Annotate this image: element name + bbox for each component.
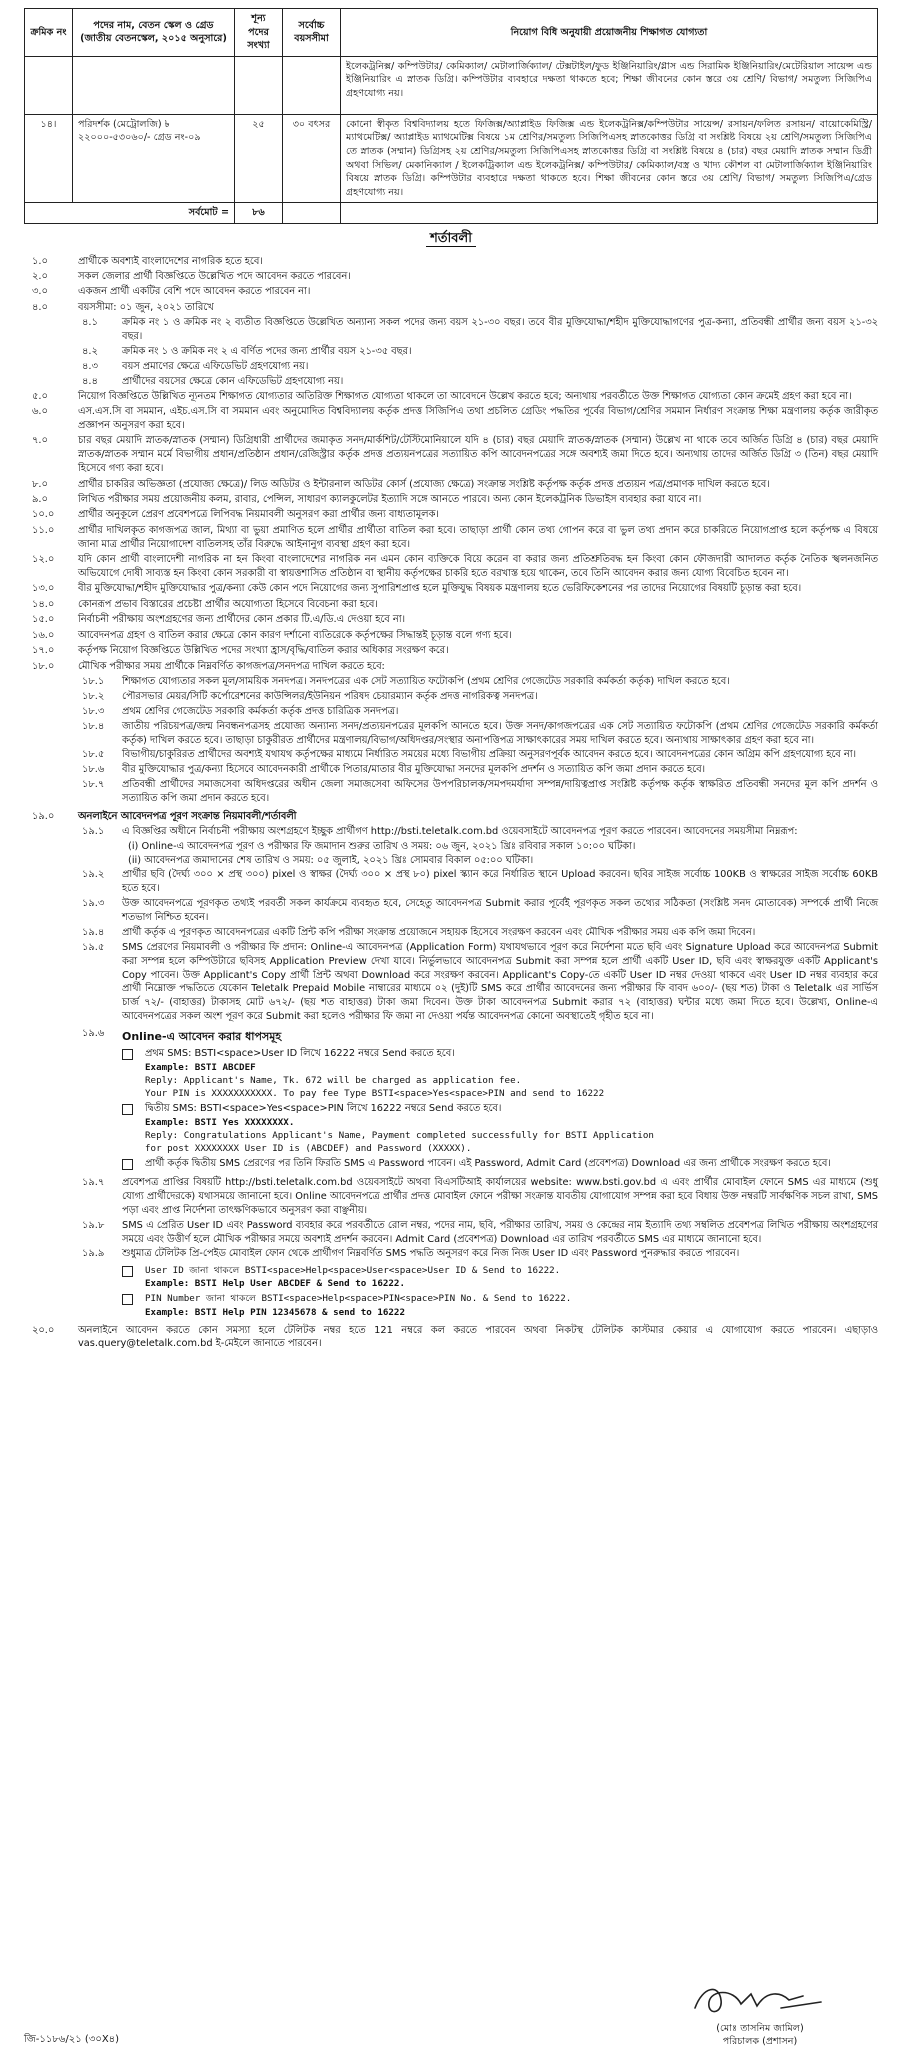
online-schedule xyxy=(128,840,878,868)
docs-sub-item: ১৮.৬ বীর মুক্তিযোদ্ধার পুত্র/কন্যা হিসেবে আবেদনকারী প্রার্থীকে পিতার/মাতার বীর মুক্তিযোদ্ধা সনদের মূলকপি প্রদর্শন ও সত্যায়িত কপি জমা প্রদান করতে হবে। xyxy=(82,764,706,776)
row-serial: ১৪। xyxy=(25,114,73,203)
total-value: ৮৬ xyxy=(235,203,283,224)
memo-number: জি-১১৮৬/২১ (৩০X৪) xyxy=(24,2033,120,2045)
condition-item: ২০.০ অনলাইনে আবেদন করতে কোন সমস্যা হলে টেলিটক নম্বর হতে 121 নম্বরে কল করতে পারবেন অথবা নিকটস্থ টেলিটক কাস্টমার কেয়ার এ যোগাযোগ করতে পারবেন। এছাড়াও vas.query@teletalk.com.bd ই-মেইলে জানাতে পারবেন। xyxy=(32,1324,878,1350)
schedule-start: (i) Online-এ আবেদনপত্র পূরণ ও পরীক্ষার ফি জমাদান শুরুর তারিখ ও সময়: ০৬ জুন, ২০২১ খ্রিঃ রবিবার সকাল ১০:০০ ঘটিকা। xyxy=(128,841,636,853)
online-item: ১৯.৮ SMS এ প্রেরিত User ID এবং Password ব্যবহার করে পরবর্তীতে রোল নম্বর, পদের নাম, ছবি, পরীক্ষার তারিখ, সময় ও কেন্দ্রের নাম ইত্যাদি তথ্য সম্বলিত প্রবেশপত্র লিখিত পরীক্ষায় অংশগ্রহণের সময়ে এবং উত্তীর্ণ হলে মৌখিক পরীক্ষার সময়ে অবশ্যই প্রদর্শন করবেন। Admit Card (প্রবেশপত্র) Download এর তারিখ পরবর্তীতে SMS এর মাধ্যমে জানানো হবে। xyxy=(82,1219,878,1245)
header-qualification: নিয়োগ বিধি অনুযায়ী প্রয়োজনীয় শিক্ষাগত যোগ্যতা xyxy=(341,9,878,57)
conditions-title: শর্তাবলী xyxy=(24,230,878,248)
signature-icon xyxy=(685,1980,835,2020)
online-steps: ১৯.৬ Online-এ আবেদন করার ধাপসমূহ প্রথম SMS: BSTI<space>User ID লিখে 16222 নম্বরে Send করতে হবে। Example: BSTI ABCDEF Reply: Applicant's Name, Tk. 672 will be charged as application fee. Your PIN is XXXXXXXXXXX. To pay fee Type BSTI<space>Yes<space>PIN and send to 16222 দ্বিতীয় SMS: BSTI<space>Yes<space>PIN লিখে 16222 নম্বরে Send করতে হবে। Example: BSTI Yes XXXXXXXX. Reply: Congratulations Applicant's Name, Payment completed successfully for BSTI Application for post XXXXXXXX User ID is (ABCDEF) and Password (XXXXX). প্রার্থী কর্তৃক দ্বিতীয় SMS প্রেরণের পর তিনি ফিরতি SMS এ Password পাবেন। এই Password, Admit Card (প্রবেশপত্র) Download এর জন্য প্রার্থীকে সংরক্ষণ করতে হবে। xyxy=(82,1027,878,1173)
row-age: ৩০ বৎসর xyxy=(283,114,341,203)
online-item: ১৯.৭ প্রবেশপত্র প্রাপ্তির বিষয়টি http://bsti.teletalk.com.bd ওয়েবসাইটে অথবা বিএসটিআই কার্যালয়ের website: www.bsti.gov.bd এ এবং প্রার্থীর মোবাইল ফোনে SMS এর মাধ্যমে (শুধু যোগ্য প্রার্থীদেরকে) যথাসময়ে জানানো হবে। Online আবেদনপত্রে প্রার্থীর প্রদত্ত মোবাইল ফোনে পরীক্ষা সংক্রান্ত যাবতীয় যোগাযোগ সম্পন্ন করা হবে বিধায় উক্ত নম্বরটি সার্বক্ষণিক সচল রাখা, SMS পড়া এবং প্রাপ্ত নির্দেশনা তাৎক্ষণিকভাবে অনুসরণ করা বাঞ্ছনীয়। xyxy=(82,1176,878,1216)
sms-step: প্রথম SMS: BSTI<space>User ID লিখে 16222 নম্বরে Send করতে হবে। Example: BSTI ABCDEF Reply: Applicant's Name, Tk. 672 will be charged as application fee. Your PIN is XXXXXXXXXXX. To pay fee Type BSTI<space>Yes<space>PIN and send to 16222 xyxy=(122,1047,878,1100)
posts-table xyxy=(24,8,878,224)
steps-title: Online-এ আবেদন করার ধাপসমূহ xyxy=(122,1030,282,1044)
condition-item: ১১.০ প্রার্থীর দাখিলকৃত কাগজপত্র জাল, মিথ্যা বা ভুয়া প্রমাণিত হলে প্রার্থীর প্রার্থীতা বাতিল করা হবে। তাছাড়া প্রার্থী কোন তথ্য গোপন করে বা ভুল তথ্য প্রদান করে চাকরিতে নিয়োগপ্রাপ্ত হলে কর্তৃপক্ষ এ বিষয়ে জানা মাত্র প্রার্থীর নিয়োগাদেশ বাতিলসহ তাঁর বিরুদ্ধে আইনানুগ ব্যবস্থা গ্রহণ করা হবে। xyxy=(32,524,878,550)
online-item: ১৯.৫ SMS প্রেরণের নিয়মাবলী ও পরীক্ষার ফি প্রদান: Online-এ আবেদনপত্র (Application Form) যথাযথভাবে পূরণ করে নির্দেশনা মতে ছবি এবং Signature Upload করে আবেদনপত্র Submit করা সম্পন্ন হলে কম্পিউটারে ছবিসহ Application Preview দেখা যাবে। নির্ভুলভাবে আবেদনপত্র Submit করা সম্পন্ন হলে প্রার্থী একটি User ID, ছবি এবং স্বাক্ষরযুক্ত একটি Applicant's Copy পাবেন। উক্ত Applicant's Copy প্রার্থী প্রিন্ট অথবা Download করে সংরক্ষণ করবেন। Applicant's Copy-তে একটি User ID নম্বর দেওয়া থাকবে এবং User ID নম্বর ব্যবহার করে প্রার্থী নিম্নোক্ত পদ্ধতিতে যেকোন Teletalk Prepaid Mobile নাম্বারের মাধ্যমে ০২ (দুই)টি SMS করে প্রার্থীর আবেদনের জন্য পরীক্ষার ফি বাবদ ৬০০/- (ছয় শত) টাকা ও Teletalk এর সার্ভিস চার্জ ৭২/- (বাহাত্তর) টাকাসহ মোট ৬৭২/- (ছয় শত বাহাত্তর) টাকা জমা দিবেন। উক্ত টাকা আবেদনপত্র Submit করার ৭২ (বাহাত্তর) ঘন্টার মধ্যে জমা দিতে হবে। উল্লেখ্য, Online-এ আবেদনপত্রের সকল অংশ পূরণ করে Submit করা হলেও পরীক্ষার ফি জমা না দেওয়া পর্যন্ত আবেদনপত্র কোনো অবস্থাতেই গৃহীত হবে না। xyxy=(82,941,878,1023)
sms-step: দ্বিতীয় SMS: BSTI<space>Yes<space>PIN লিখে 16222 নম্বরে Send করতে হবে। Example: BSTI Yes XXXXXXXX. Reply: Congratulations Applicant's Name, Payment completed successfully for BSTI Application for post XXXXXXXX User ID is (ABCDEF) and Password (XXXXX). xyxy=(122,1102,878,1155)
condition-item: ১০.০ প্রার্থীর অনুকূলে প্রেরণ প্রবেশপত্রে লিপিবদ্ধ নিয়মাবলী অনুসরণ করা প্রার্থীর জন্য বাধ্যতামূলক। xyxy=(32,509,439,521)
condition-item: ১৭.০ কর্তৃপক্ষ নিয়োগ বিজ্ঞপ্তিতে উল্লিখিত পদের সংখ্যা হ্রাস/বৃদ্ধি/বাতিল করার অধিকার সংরক্ষণ করে। xyxy=(32,645,449,657)
signer-name: (মোঃ তাসনিম জামিল) xyxy=(716,2022,804,2034)
checkbox-icon xyxy=(122,1159,133,1170)
total-label: সর্বমোট = xyxy=(25,203,235,224)
row-post: পরিদর্শক (মেট্রোলজি) ৳ ২২০০০-৫৩০৬০/- গ্রেড নং-০৯ xyxy=(73,114,235,203)
condition-item: ১৮.০ মৌখিক পরীক্ষার সময় প্রার্থীকে নিম্নবর্ণিত কাগজপত্র/সনদপত্র দাখিল করতে হবে: xyxy=(32,660,385,672)
condition-item: ১.০ প্রার্থীকে অবশ্যই বাংলাদেশের নাগরিক হতে হবে। xyxy=(32,255,263,267)
checkbox-icon xyxy=(122,1266,133,1277)
condition-item: ৪.০ বয়সসীমা: ০১ জুন, ২০২১ তারিখে xyxy=(32,301,214,313)
docs-sub-item: ১৮.৫ বিভাগীয়/চাকুরিরত প্রার্থীদের অবশ্যই যথাযথ কর্তৃপক্ষের মাধ্যমে নির্ধারিত সময়ের মধ্যে বিভাগীয় প্রক্রিয়া অনুসরণপূর্বক আবেদন করতে হবে। আবেদনপত্রের কোন অগ্রিম কপি গ্রহণযোগ্য হবে না। xyxy=(82,749,857,761)
signature-block xyxy=(670,1980,850,2049)
condition-item: ১৫.০ নির্বাচনী পরীক্ষায় অংশগ্রহণের জন্য প্রার্থীদের কোন প্রকার টি.এ/ডি.এ দেওয়া হবে না। xyxy=(32,614,406,626)
online-item: ১৯.১ এ বিজ্ঞপ্তির অধীনে নির্বাচনী পরীক্ষায় অংশগ্রহণে ইচ্ছুক প্রার্থীগণ http://bsti.teletalk.com.bd ওয়েবসাইটে আবেদনপত্র পূরণ করতে পারবেন। আবেদনের সময়সীমা নিম্নরূপ: xyxy=(82,826,798,838)
row-qualification: কোনো স্বীকৃত বিশ্ববিদ্যালয় হতে ফিজিক্স/অ্যাপ্লাইড ফিজিক্স এন্ড ইলেকট্রনিক্স/কম্পিউটার সায়েন্স/ রসায়ন/ফলিত রসায়ন/ বায়োকেমিস্ট্রি/ ম্যাথমেটিক্স/ অ্যাপ্লাইড ম্যাথমেটিক্স বিষয়ে ১ম শ্রেণির/সমতুল্য সিজিপিএসহ স্নাতকোত্তর ডিগ্রি বা সংশ্লিষ্ট বিষয়ে ২য় শ্রেণি/সমতুল্য সিজিপিএ তে স্নাতক (সম্মান) ডিগ্রিসহ ২য় শ্রেণির/সমতুল্য সিজিপিএসহ স্নাতকোত্তর ডিগ্রি বা সংশ্লিষ্ট বিষয়ে ৪ (চার) বছর মেয়াদি স্নাতক সম্মান ডিগ্রী অথবা সিভিল/ মেকানিক্যাল / ইলেকট্রিক্যাল এন্ড ইলেকট্রনিক্স/ কম্পিউটার/ কেমিক্যাল/বস্ত্র ও খাদ্য কৌশল বা মেটালার্জিক্যাল ইঞ্জিনিয়ারিং বিষয়ে স্নাতক ডিগ্রি। কম্পিউটার ব্যবহারে দক্ষতা থাকতে হবে। শিক্ষা জীবনের কোন স্তরে ৩য় শ্রেণি/ বিভাগ/ সমতুল্য সিজিপিএ/গ্রেড গ্রহণযোগ্য নয়। xyxy=(341,114,878,203)
online-item: ১৯.২ প্রার্থীর ছবি (দৈর্ঘ্য ৩০০ × প্রস্থ ৩০০) pixel ও স্বাক্ষর (দৈর্ঘ্য ৩০০ × প্রস্থ ৮০) pixel স্ক্যান করে নির্ধারিত স্থানে Upload করবেন। ছবির সাইজ সর্বোচ্চ 100KB ও স্বাক্ষরের সাইজ সর্বোচ্চ 60KB হতে হবে। xyxy=(82,869,878,895)
total-row xyxy=(25,203,878,224)
age-sub-item: ৪.২ ক্রমিক নং ১ ও ক্রমিক নং ২ এ বর্ণিত পদের জন্য প্রার্থীর বয়স ২১-৩৫ বছর। xyxy=(82,345,412,357)
table-row xyxy=(25,114,878,203)
age-sub-item: ৪.৩ বয়স প্রমাণের ক্ষেত্রে এফিডেভিট গ্রহণযোগ্য নয়। xyxy=(82,360,309,372)
online-item: ১৯.৪ প্রার্থী কর্তৃক এ পূরণকৃত আবেদনপত্রের একটি প্রিন্ট কপি পরীক্ষা সংক্রান্ত প্রয়োজনে সহায়ক হিসেবে সংরক্ষণ করবেন এবং মৌখিক পরীক্ষার সময় এক কপি জমা দিবেন। xyxy=(82,926,756,938)
schedule-end: (ii) আবেদনপত্র জমাদানের শেষ তারিখ ও সময়: ০৫ জুলাই, ২০২১ খ্রিঃ সোমবার বিকাল ০৫:০০ ঘটিকা। xyxy=(128,855,534,867)
docs-sub-item: ১৮.৭ প্রতিবন্ধী প্রার্থীদের সমাজসেবা অধিদপ্তরের অধীন জেলা সমাজসেবা অফিসের উপপরিচালক/সমপদমর্যাদা সম্পন্ন/দায়িত্বপ্রাপ্ত সংশ্লিষ্ট কর্তৃপক্ষ কর্তৃক স্বাক্ষরিত প্রতিবন্ধী সনদের মূল কপি প্রদর্শন ও সত্যায়িত কপি জমা প্রদান করতে হবে। xyxy=(82,779,878,805)
age-sub-item: ৪.৪ প্রার্থীদের বয়সের ক্ষেত্রে কোন এফিডেভিট গ্রহণযোগ্য নয়। xyxy=(82,375,344,387)
condition-item: ৭.০ চার বছর মেয়াদি স্নাতক/স্নাতক (সম্মান) ডিগ্রিধারী প্রার্থীদের জমাকৃত সনদ/মার্কশিট/টেস্টিমোনিয়ালে যদি ৪ (চার) বছর মেয়াদি স্নাতক/স্নাতক (সম্মান) উল্লেখ না থাকে তবে অর্জিত ডিগ্রি ৪ (চার) বছর মেয়াদি স্নাতক/স্নাতক সম্মান মর্মে বিভাগীয় প্রধান/প্রতিষ্ঠান প্রধান/রেজিস্ট্রার কর্তৃক প্রদত্ত প্রত্যয়নপত্রের সত্যায়িত কপি আবেদনপত্রের সঙ্গে অবশ্যই জমা দিতে হবে। অন্যথায় তাদের অর্জিত ডিগ্রি ৩ (তিন) বছর মেয়াদি হিসেবে গণ্য করা হবে। xyxy=(32,435,878,475)
header-vacancy: শূন্য পদের সংখ্যা xyxy=(235,9,283,57)
header-age: সর্বোচ্চ বয়সসীমা xyxy=(283,9,341,57)
recover-steps xyxy=(82,1262,878,1320)
condition-item: ৫.০ নিয়োগ বিজ্ঞপ্তিতে উল্লিখিত ন্যূনতম শিক্ষাগত যোগ্যতার অতিরিক্ত শিক্ষাগত যোগ্যতা থাকলে তা আবেদনে উল্লেখ করতে হবে; অন্যথায় পরবর্তীতে উক্ত শিক্ষাগত যোগ্যতা কোন ক্রমেই গ্রহণ করা হবে না। xyxy=(32,390,852,402)
recover-step: User ID জানা থাকলে BSTI<space>Help<space>User<space>User ID & Send to 16222. Example: BSTI Help User ABCDEF & Send to 16222. xyxy=(122,1264,878,1290)
condition-item: ৩.০ একজন প্রার্থী একটির বেশি পদে আবেদন করতে পারবেন না। xyxy=(32,286,311,298)
checkbox-icon xyxy=(122,1104,133,1115)
online-item: ১৯.৯ শুধুমাত্র টেলিটক প্রি-পেইড মোবাইল ফোন থেকে প্রার্থীগণ নিম্নবর্ণিত SMS পদ্ধতি অনুসরণ করে নিজ নিজ User ID এবং Password পুনরুদ্ধার করতে পারবেন। xyxy=(82,1248,740,1260)
checkbox-icon xyxy=(122,1049,133,1060)
condition-item: ৯.০ লিখিত পরীক্ষার সময় প্রয়োজনীয় কলম, রাবার, পেন্সিল, সাধারণ ক্যালকুলেটর ইত্যাদি সঙ্গে আনতে পারবে। অন্য কোন ইলেকট্রনিক ডিভাইস ব্যবহার করা যাবে না। xyxy=(32,494,702,506)
condition-item: ২.০ সকল জেলার প্রার্থী বিজ্ঞপ্তিতে উল্লেখিত পদে আবেদন করতে পারবেন। xyxy=(32,270,351,282)
page-footer xyxy=(24,1967,878,2051)
row-vacancy: ২৫ xyxy=(235,114,283,203)
sms-step: প্রার্থী কর্তৃক দ্বিতীয় SMS প্রেরণের পর তিনি ফিরতি SMS এ Password পাবেন। এই Password, Admit Card (প্রবেশপত্র) Download এর জন্য প্রার্থীকে সংরক্ষণ করতে হবে। xyxy=(122,1157,878,1171)
online-item: ১৯.৩ উক্ত আবেদনপত্রে পূরণকৃত তথ্যই পরবর্তী সকল কার্যক্রমে ব্যবহৃত হবে, সেহেতু আবেদনপত্র Submit করার পূর্বেই পূরণকৃত সকল তথ্যের সঠিকতা (সংশ্লিষ্ট সনদ মোতাবেক) সম্পর্কে প্রার্থী নিজে শতভাগ নিশ্চিত হবেন। xyxy=(82,898,878,923)
checkbox-icon xyxy=(122,1294,133,1305)
header-post: পদের নাম, বেতন স্কেল ও গ্রেড (জাতীয় বেতনস্কেল, ২০১৫ অনুসারে) xyxy=(73,9,235,57)
table-header-row xyxy=(25,9,878,57)
docs-sub-item: ১৮.৩ প্রথম শ্রেণির গেজেটেড সরকারি কর্মকর্তা কর্তৃক প্রদত্ত চারিত্রিক সনদপত্র। xyxy=(82,705,399,717)
docs-sub-item: ১৮.৪ জাতীয় পরিচয়পত্র/জন্ম নিবন্ধনপত্রসহ প্রযোজ্য অন্যান্য সনদ/প্রত্যয়নপত্রের মূলকপি আনতে হবে। উক্ত সনদ/কাগজপত্রের এক সেট সত্যায়িত ফটোকপি (প্রথম শ্রেণির গেজেটেড সরকারি কর্মকর্তা কর্তৃক) দাখিল করতে হবে। তাছাড়া চাকুরীরত প্রার্থীদের মন্ত্রণালয়/বিভাগ/অধিদপ্তর/সংস্থার অনাপত্তিপত্র সাক্ষাৎকারের সময় দাখিল করতে হবে। অন্যথায় সাক্ষাৎকার গ্রহণ করা হবে না। xyxy=(82,720,878,746)
age-sub-item: ৪.১ ক্রমিক নং ১ ও ক্রমিক নং ২ ব্যতীত বিজ্ঞপ্তিতে উল্লেখিত অন্যান্য সকল পদের জন্য বয়স ২১-৩০ বছর। তবে বীর মুক্তিযোদ্ধা/শহীদ মুক্তিযোদ্ধাগণের পুত্র-কন্যা, প্রতিবন্ধী প্রার্থীর জন্য বয়স ২১-৩২ বছর। xyxy=(82,317,878,343)
condition-item: ১৬.০ আবেদনপত্র গ্রহণ ও বাতিল করার ক্ষেত্রে কোন কারণ দর্শানো ব্যতিরেকে কর্তৃপক্ষের সিদ্ধান্তই চূড়ান্ত বলে গণ্য হবে। xyxy=(32,629,512,641)
online-heading: ১৯.০ অনলাইনে আবেদনপত্র পূরণ সংক্রান্ত নিয়মাবলী/শর্তাবলী xyxy=(32,811,297,823)
signer-title: পরিচালক (প্রশাসন) xyxy=(722,2036,798,2048)
condition-item: ১২.০ যদি কোন প্রার্থী বাংলাদেশী নাগরিক না হন কিংবা বাংলাদেশের নাগরিক নন এমন কোন ব্যক্তিকে বিয়ে করেন বা করার জন্য প্রতিশ্রুতিবদ্ধ হন কিংবা কোন ফৌজদারী আদালত কর্তৃক নৈতিক স্খলনজনিত অভিযোগে দোষী সাব্যস্ত হন কিংবা কোন সরকারী বা স্বায়ত্তশাসিত প্রতিষ্ঠান বা স্থানীয় কর্তৃপক্ষের চাকরি হতে বরখাস্ত হয়ে থাকেন, তবে তিনি আবেদন করার জন্য যোগ্য বিবেচিত হবেন না। xyxy=(32,554,878,580)
condition-item: ৬.০ এস.এস.সি বা সমমান, এইচ.এস.সি বা সমমান এবং অনুমোদিত বিশ্ববিদ্যালয় কর্তৃক প্রদত্ত সিজিপিএ তথা প্রচলিত গ্রেডিং পদ্ধতির পূর্বের বিভাগ/শ্রেণির সমমান নির্ধারণ সংক্রান্ত শিক্ষা মন্ত্রণালয় কর্তৃক জারীকৃত প্রজ্ঞাপন অনুসরণ করা হবে। xyxy=(32,406,878,432)
condition-item: ১৩.০ বীর মুক্তিযোদ্ধা/শহীদ মুক্তিযোদ্ধার পুত্র/কন্যা কেউ কোন পদে নিয়োগের জন্য সুপারিশপ্রাপ্ত হলে মুক্তিযুদ্ধ বিষয়ক মন্ত্রণালয় হতে ভেরিফিকেশনের পর তাদের নিয়োগের বিষয়টি চূড়ান্ত করা হবে। xyxy=(32,583,802,595)
conditions-list xyxy=(24,255,878,1352)
header-serial: ক্রমিক নং xyxy=(25,9,73,57)
condition-item: ১৪.০ কোনরূপ প্রভাব বিস্তারের প্রচেষ্টা প্রার্থীর অযোগ্যতা হিসেবে বিবেচনা করা হবে। xyxy=(32,598,378,610)
condition-item: ৮.০ প্রার্থীর চাকরির অভিজ্ঞতা (প্রযোজ্য ক্ষেত্রে)/ লিড অডিটর ও ইন্টারনাল অডিটর কোর্স (প্রযোজ্য ক্ষেত্রে) সংক্রান্ত সংশ্লিষ্ট কর্তৃপক্ষ কর্তৃক প্রদত্ত প্রত্যয়ন পত্র/প্রমাণক দাখিল করতে হবে। xyxy=(32,478,770,490)
docs-sub-item: ১৮.২ পৌরসভার মেয়র/সিটি কর্পোরেশনের কাউন্সিলর/ইউনিয়ন পরিষদ চেয়ারম্যান কর্তৃক প্রদত্ত নাগরিকত্ব সনদপত্র। xyxy=(82,690,538,702)
docs-sub-item: ১৮.১ শিক্ষাগত যোগ্যতার সকল মূল/সাময়িক সনদপত্র। সনদপত্রের এক সেট সত্যায়িত ফটোকপি (প্রথম শ্রেণির গেজেটেড সরকারি কর্মকর্তা কর্তৃক) দাখিল করতে হবে। xyxy=(82,675,730,687)
table-row xyxy=(25,56,878,114)
recover-step: PIN Number জানা থাকলে BSTI<space>Help<space>PIN<space>PIN No. & Send to 16222. Example: BSTI Help PIN 12345678 & send to 16222 xyxy=(122,1292,878,1318)
prev-row-qualification: ইলেকট্রনিক্স/ কম্পিউটার/ কেমিক্যাল/ মেটালার্জিক্যাল/ টেক্সটাইল/ফুড ইঞ্জিনিয়ারিং/গ্লাস এন্ড সিরামিক ইঞ্জিনিয়ারিং/মেটেরিয়াল সায়েন্স এন্ড ইঞ্জিনিয়ারিং এ স্নাতক ডিগ্রি। কম্পিউটার ব্যবহারে দক্ষতা থাকতে হবে; শিক্ষা জীবনের কোন স্তরে ৩য় শ্রেণি/ বিভাগ/ সমতুল্য সিজিপিএ গ্রহণযোগ্য নয়। xyxy=(341,56,878,114)
